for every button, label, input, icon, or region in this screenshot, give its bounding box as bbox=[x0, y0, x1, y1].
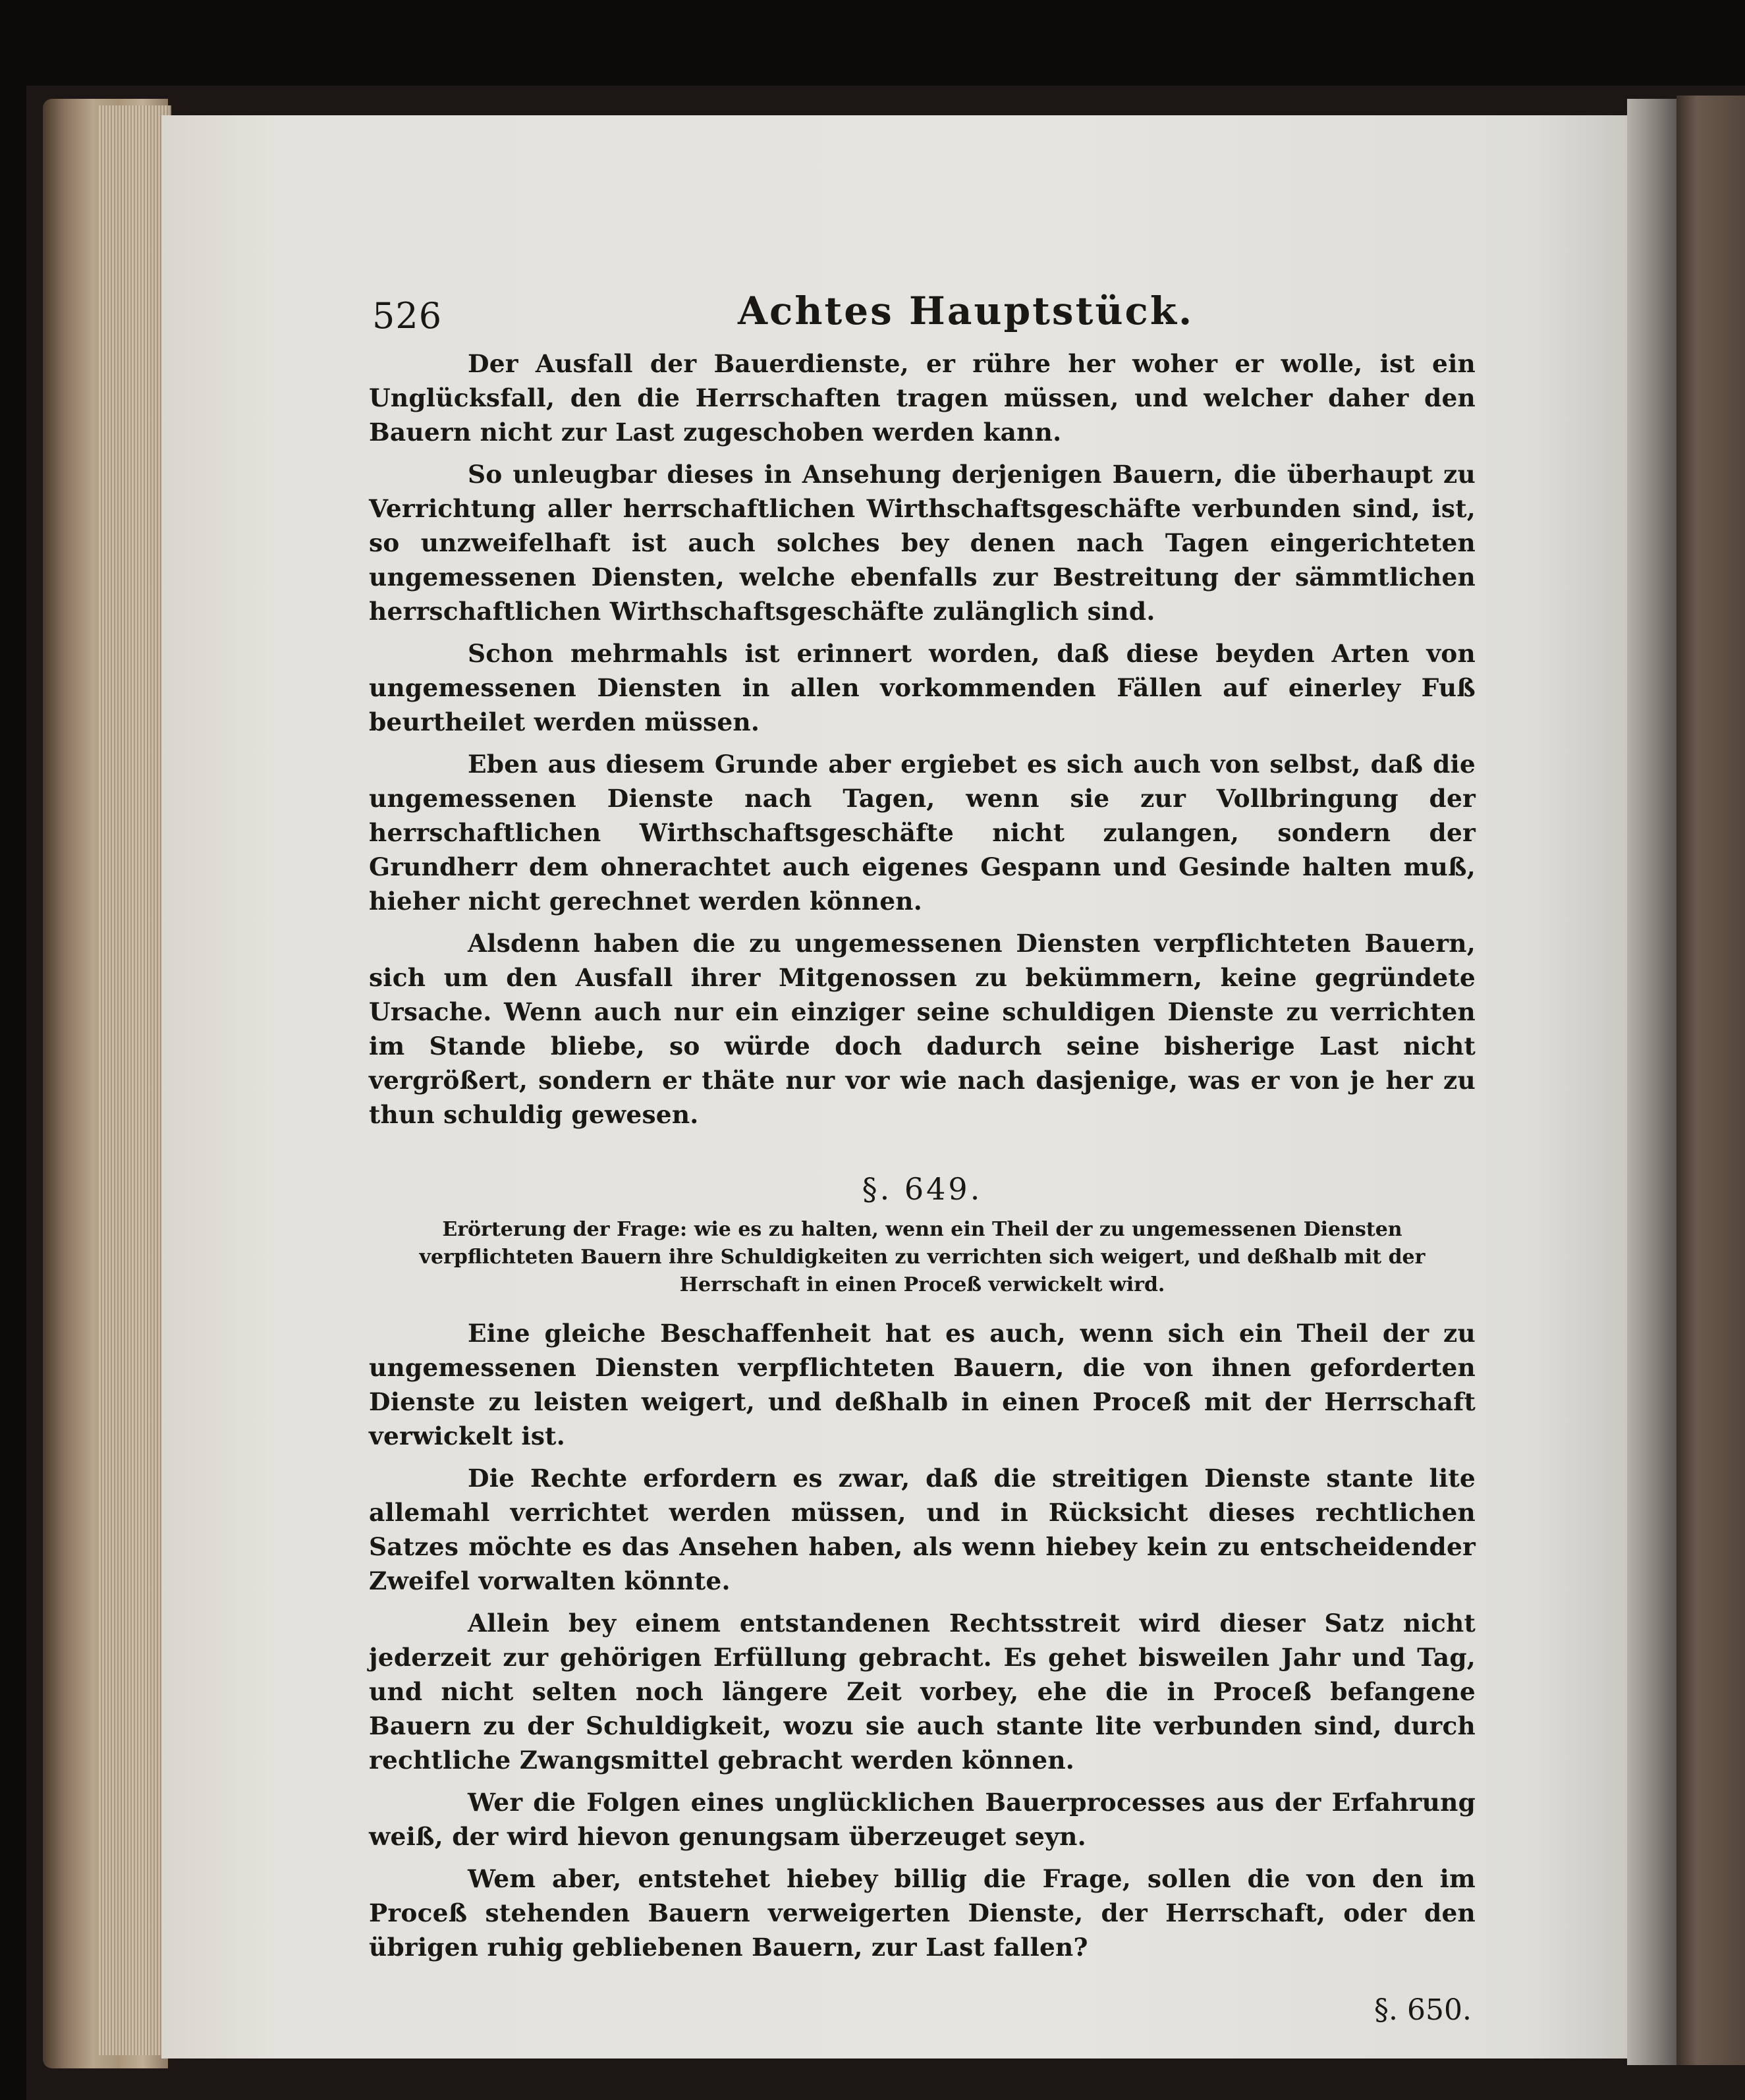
paragraph: Die Rechte erfordern es zwar, daß die streitigen Dienste stante lite allemahl verrichtet werden müssen, und in Rücksicht dieses rechtlichen Satzes möchte es das Ansehen haben, als wenn hiebey kein zu entscheidender Zweifel vorwalten könnte. bbox=[369, 1464, 1476, 1595]
facing-page-edge bbox=[1676, 96, 1745, 2065]
paragraph: So unleugbar dieses in Ansehung derjenigen Bauern, die überhaupt zu Verrichtung aller herrschaftlichen Wirthschaftsgeschäfte verbunden sind, ist, so unzweifelhaft ist auch solches bey denen nach Tagen eingerichteten ungemessenen Diensten, welche ebenfalls zur Bestreitung der sämmtlichen herrschaftlichen Wirthschaftsgeschäfte zulänglich sind. bbox=[369, 460, 1476, 626]
paragraph-last: Wem aber, entstehet hiebey billig die Frage, sollen die von den im Proceß stehenden Bauern verweigerten Dienste, der Herrschaft, oder den übrigen ruhig gebliebenen Bauern, zur Last fallen? bbox=[369, 1864, 1476, 1962]
paragraph: Wer die Folgen eines unglücklichen Bauerprocesses aus der Erfahrung weiß, der wird hievon genungsam überzeuget seyn. bbox=[369, 1788, 1476, 1851]
running-title: Achtes Hauptstück. bbox=[738, 289, 1194, 333]
paragraph: Der Ausfall der Bauerdienste, er rühre her woher er wolle, ist ein Unglücksfall, den die Herrschaften tragen müssen, und welcher daher den Bauern nicht zur Last zugeschoben werden kann. bbox=[369, 349, 1476, 447]
page-content bbox=[369, 283, 1476, 2027]
paragraph: Alsdenn haben die zu ungemessenen Diensten verpflichteten Bauern, sich um den Ausfall ihrer Mitgenossen zu bekümmern, keine gegründete Ursache. Wenn auch nur ein einziger seine schuldigen Dienste zu verrichten im Stande bliebe, so würde doch dadurch seine bisherige Last nicht vergrößert, sondern er thäte nur vor wie nach dasjenige, was er von je her zu thun schuldig gewesen. bbox=[369, 929, 1476, 1129]
page-edges bbox=[99, 105, 171, 2055]
paragraph: Allein bey einem entstandenen Rechtsstreit wird dieser Satz nicht jederzeit zur gehörigen Erfüllung gebracht. Es gehet bisweilen Jahr und Tag, und nicht selten noch längere Zeit vorbey, ehe die in Proceß befangene Bauern zu der Schuldigkeit, wozu sie auch stante lite verbunden sind, durch rechtliche Zwangsmittel gebracht werden können. bbox=[369, 1609, 1476, 1775]
paragraph: Schon mehrmahls ist erinnert worden, daß diese beyden Arten von ungemessenen Diensten in allen vorkommenden Fällen auf einerley Fuß beurtheilet werden müssen. bbox=[369, 639, 1476, 736]
catchword: §. 650. bbox=[1374, 1993, 1472, 2027]
page-number: 526 bbox=[372, 295, 443, 337]
paragraph: Eben aus diesem Grunde aber ergiebet es sich auch von selbst, daß die ungemessenen Dienste nach Tagen, wenn sie zur Vollbringung der herrschaftlichen Wirthschaftsgeschäfte nicht zulangen, sondern der Grundherr dem ohnerachtet auch eigenes Gespann und Gesinde halten muß, hieher nicht gerechnet werden können. bbox=[369, 750, 1476, 916]
paragraph: Eine gleiche Beschaffenheit hat es auch, wenn sich ein Theil der zu ungemessenen Diensten verpflichteten Bauern, die von ihnen geforderten Dienste zu leisten weigert, und deßhalb in einen Proceß mit der Herrschaft verwickelt ist. bbox=[369, 1319, 1476, 1451]
section-heading: §. 649. bbox=[862, 1171, 983, 1207]
page-header bbox=[369, 283, 1476, 346]
section-summary: Erörterung der Frage: wie es zu halten, wenn ein Theil der zu ungemessenen Diensten verpflichteten Bauern ihre Schuldigkeiten zu verrichten sich weigert, und deßhalb mit der Herrschaft in einen Proceß verwickelt wird. bbox=[419, 1218, 1426, 1296]
